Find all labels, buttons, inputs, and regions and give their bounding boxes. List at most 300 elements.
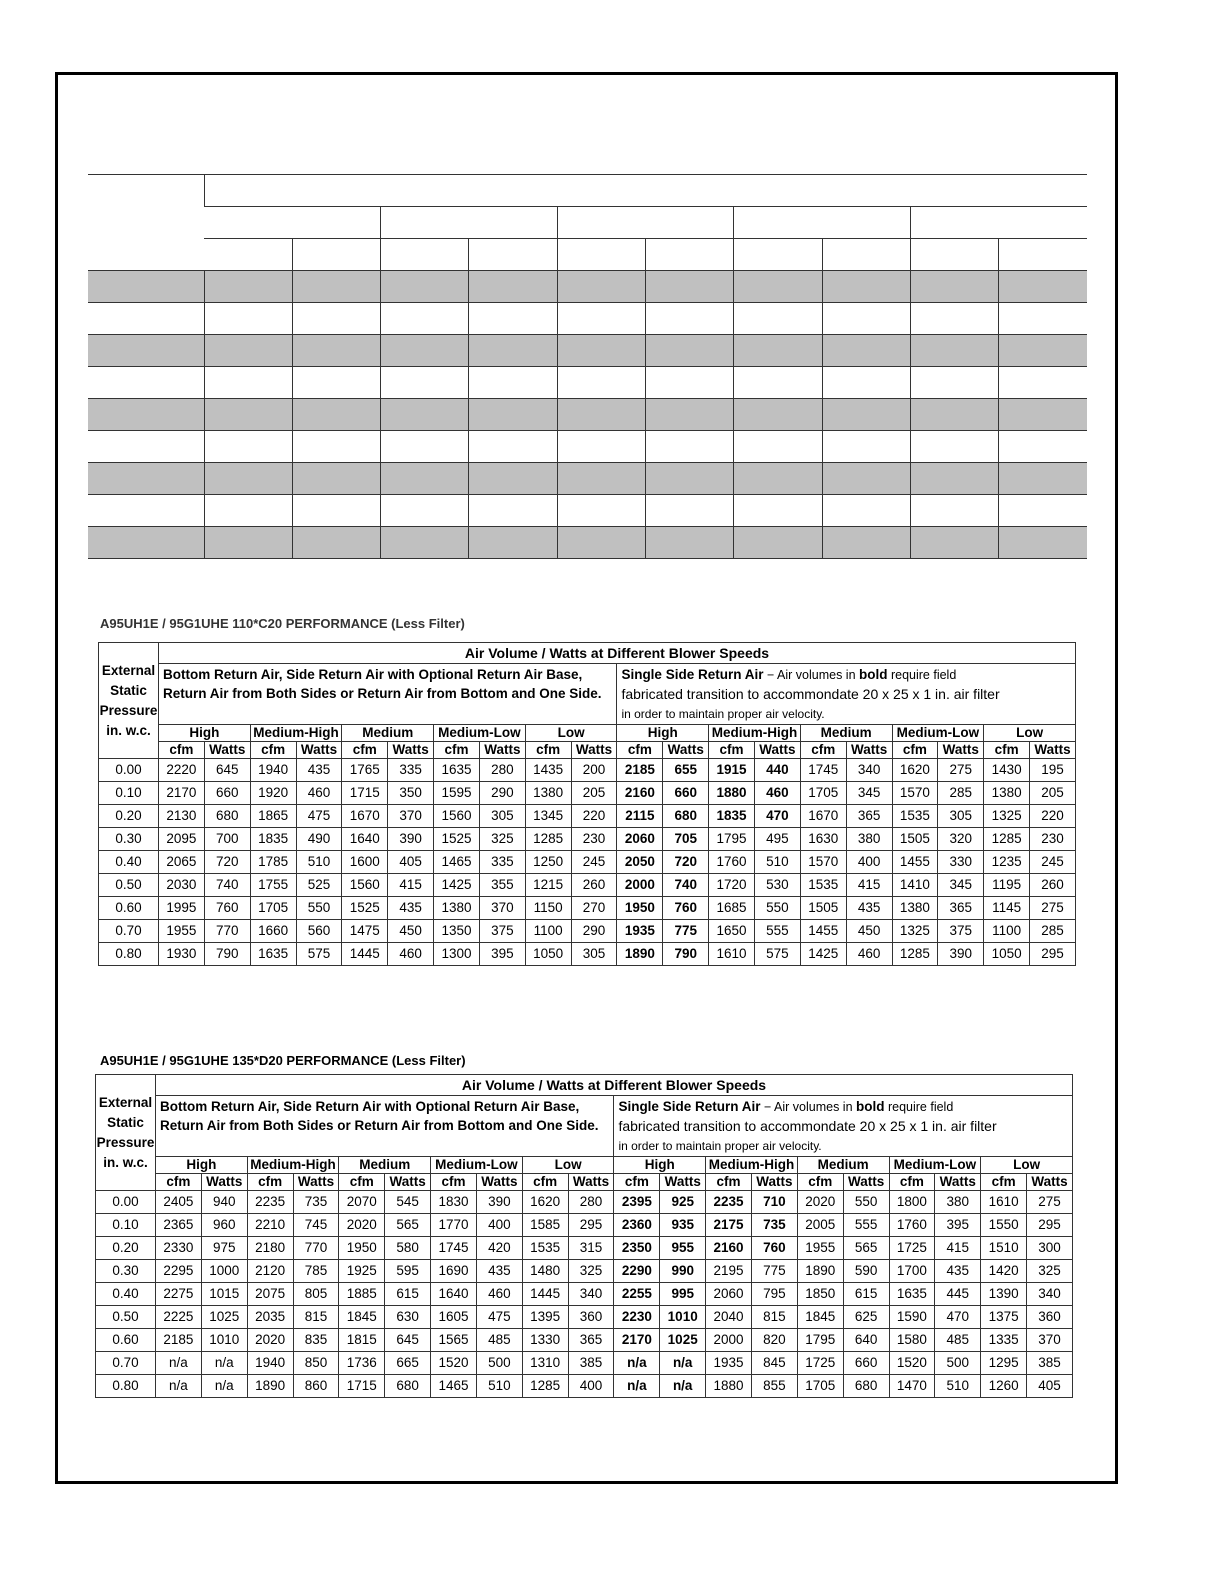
table-cell: 660 <box>204 782 250 805</box>
unit-header-watts: Watts <box>751 1174 797 1191</box>
unit-header-cfm: cfm <box>434 742 480 759</box>
table-cell: 510 <box>935 1375 981 1398</box>
unit-header-watts: Watts <box>388 742 434 759</box>
table-cell: 460 <box>754 782 800 805</box>
table-cell: 325 <box>568 1260 614 1283</box>
table-cell: 760 <box>204 897 250 920</box>
table-cell: 0.00 <box>96 1191 156 1214</box>
speed-header: Medium <box>342 725 434 742</box>
table-cell: 320 <box>938 828 984 851</box>
table-cell: 275 <box>938 759 984 782</box>
table-cell: 1535 <box>800 874 846 897</box>
table-cell: 355 <box>479 874 525 897</box>
table-cell: 925 <box>660 1191 706 1214</box>
table-row <box>96 1260 1073 1283</box>
table-cell: 365 <box>938 897 984 920</box>
table-cell: 2255 <box>614 1283 660 1306</box>
table-cell: 0.20 <box>96 1237 156 1260</box>
table-cell: 435 <box>476 1260 522 1283</box>
table-cell: 360 <box>568 1306 614 1329</box>
table-cell: 390 <box>938 943 984 966</box>
table-cell: 0.00 <box>99 759 159 782</box>
table-cell: 1940 <box>247 1352 293 1375</box>
unit-header-watts: Watts <box>938 742 984 759</box>
table-cell: 1435 <box>525 759 571 782</box>
unit-header-watts: Watts <box>479 742 525 759</box>
table-cell: 1395 <box>522 1306 568 1329</box>
table-cell: 0.40 <box>96 1283 156 1306</box>
table-cell: 2020 <box>247 1329 293 1352</box>
table-cell: 1850 <box>797 1283 843 1306</box>
table-cell: 645 <box>385 1329 431 1352</box>
table-row <box>99 874 1076 897</box>
table-cell: 1455 <box>892 851 938 874</box>
unit-header-watts: Watts <box>476 1174 522 1191</box>
table-row <box>99 897 1076 920</box>
table-cell: 340 <box>846 759 892 782</box>
table-cell: 375 <box>479 920 525 943</box>
speed-header: Medium <box>797 1157 889 1174</box>
table-cell: 0.30 <box>99 828 159 851</box>
table-cell: 1955 <box>797 1237 843 1260</box>
table-cell: 370 <box>479 897 525 920</box>
table-cell: 365 <box>568 1329 614 1352</box>
table-cell: 315 <box>568 1237 614 1260</box>
table-cell: 2040 <box>706 1306 752 1329</box>
table-cell: 1700 <box>889 1260 935 1283</box>
table-cell: 450 <box>846 920 892 943</box>
table-row <box>96 1191 1073 1214</box>
table-cell: 2050 <box>617 851 663 874</box>
table-row <box>96 1352 1073 1375</box>
table-cell: 700 <box>204 828 250 851</box>
table-cell: 630 <box>385 1306 431 1329</box>
table-cell: n/a <box>660 1352 706 1375</box>
table-cell: 1100 <box>525 920 571 943</box>
table-cell: 220 <box>1030 805 1076 828</box>
table-cell: 1725 <box>797 1352 843 1375</box>
speed-header: Medium-Low <box>431 1157 523 1174</box>
table-cell: 340 <box>568 1283 614 1306</box>
table-cell: 1325 <box>984 805 1030 828</box>
table-cell: 940 <box>201 1191 247 1214</box>
table-cell: 1015 <box>201 1283 247 1306</box>
table-cell: 485 <box>935 1329 981 1352</box>
table-cell: 1795 <box>797 1329 843 1352</box>
table-cell: 550 <box>296 897 342 920</box>
unit-header-watts: Watts <box>843 1174 889 1191</box>
table-row <box>99 805 1076 828</box>
table-cell: 545 <box>385 1191 431 1214</box>
table-row <box>96 1306 1073 1329</box>
right-description: Single Side Return Air − Air volumes in bold require field fabricated transition to accommondate 20 x 25 x 1 in. air filter in order to maintain proper air velocity. <box>617 664 1076 725</box>
table-row <box>99 920 1076 943</box>
table-cell: 2350 <box>614 1237 660 1260</box>
table-cell: 0.30 <box>96 1260 156 1283</box>
table-cell: 2170 <box>159 782 205 805</box>
table-cell: 230 <box>571 828 617 851</box>
table-cell: 785 <box>293 1260 339 1283</box>
table-row <box>96 1375 1073 1398</box>
speed-header: Medium-High <box>247 1157 339 1174</box>
table-cell: 820 <box>751 1329 797 1352</box>
unit-header-cfm: cfm <box>431 1174 477 1191</box>
table-cell: 1635 <box>889 1283 935 1306</box>
table-cell: 1915 <box>709 759 755 782</box>
table-cell: 1250 <box>525 851 571 874</box>
table-cell: 305 <box>938 805 984 828</box>
table-cell: 2020 <box>797 1191 843 1214</box>
table-cell: 2115 <box>617 805 663 828</box>
performance-table-1 <box>98 642 1076 966</box>
table-cell: 680 <box>204 805 250 828</box>
table-cell: 1795 <box>709 828 755 851</box>
table-cell: 460 <box>846 943 892 966</box>
table-cell: 1380 <box>892 897 938 920</box>
table-cell: 530 <box>754 874 800 897</box>
table-cell: 435 <box>296 759 342 782</box>
table-cell: 1295 <box>981 1352 1027 1375</box>
table-cell: 1885 <box>339 1283 385 1306</box>
table-cell: 1470 <box>889 1375 935 1398</box>
table-cell: 360 <box>1027 1306 1073 1329</box>
table-cell: 2235 <box>706 1191 752 1214</box>
table-cell: 1640 <box>342 828 388 851</box>
table-cell: 0.80 <box>96 1375 156 1398</box>
table-cell: 655 <box>663 759 709 782</box>
table-cell: 1685 <box>709 897 755 920</box>
table-cell: 1595 <box>434 782 480 805</box>
table-cell: 1480 <box>522 1260 568 1283</box>
table-cell: 1995 <box>159 897 205 920</box>
table-cell: 860 <box>293 1375 339 1398</box>
table-row <box>99 828 1076 851</box>
table-cell: 1785 <box>250 851 296 874</box>
table-cell: 1525 <box>342 897 388 920</box>
table-cell: 2000 <box>617 874 663 897</box>
table-cell: 400 <box>568 1375 614 1398</box>
table-cell: 475 <box>296 805 342 828</box>
table-cell: 955 <box>660 1237 706 1260</box>
speed-header: Medium-High <box>706 1157 798 1174</box>
unit-header-cfm: cfm <box>706 1174 752 1191</box>
table-cell: 1550 <box>981 1214 1027 1237</box>
table-cell: 1880 <box>709 782 755 805</box>
table-cell: 2180 <box>247 1237 293 1260</box>
table-cell: 2225 <box>156 1306 202 1329</box>
esp-header: External Static Pressure in. w.c. <box>96 1075 156 1191</box>
table-cell: 475 <box>476 1306 522 1329</box>
table-cell: 1890 <box>617 943 663 966</box>
table-cell: 1865 <box>250 805 296 828</box>
table-cell: 2210 <box>247 1214 293 1237</box>
table-cell: 1640 <box>431 1283 477 1306</box>
table-cell: 1830 <box>431 1191 477 1214</box>
table-cell: 1600 <box>342 851 388 874</box>
table-cell: 1535 <box>522 1237 568 1260</box>
table-cell: 1705 <box>250 897 296 920</box>
table-cell: n/a <box>156 1375 202 1398</box>
table-cell: 295 <box>1030 943 1076 966</box>
table-cell: 445 <box>935 1283 981 1306</box>
table-cell: 365 <box>846 805 892 828</box>
table-cell: 245 <box>571 851 617 874</box>
table-cell: 565 <box>843 1237 889 1260</box>
table-cell: 960 <box>201 1214 247 1237</box>
table-cell: 2295 <box>156 1260 202 1283</box>
table-cell: 205 <box>1030 782 1076 805</box>
table-cell: 2095 <box>159 828 205 851</box>
speed-header: Medium-High <box>709 725 801 742</box>
table-cell: 1950 <box>339 1237 385 1260</box>
table-row <box>99 851 1076 874</box>
table-cell: 740 <box>663 874 709 897</box>
table-cell: 370 <box>1027 1329 1073 1352</box>
table-cell: 575 <box>754 943 800 966</box>
unit-header-cfm: cfm <box>614 1174 660 1191</box>
table-cell: 2130 <box>159 805 205 828</box>
table-row <box>96 1283 1073 1306</box>
unit-header-watts: Watts <box>296 742 342 759</box>
speed-header: Low <box>525 725 617 742</box>
table-cell: 2230 <box>614 1306 660 1329</box>
table-cell: 1465 <box>431 1375 477 1398</box>
unit-header-watts: Watts <box>663 742 709 759</box>
table-cell: 0.50 <box>99 874 159 897</box>
table-cell: 1310 <box>522 1352 568 1375</box>
table-cell: 575 <box>296 943 342 966</box>
table-cell: 2185 <box>617 759 663 782</box>
table-cell: 395 <box>935 1214 981 1237</box>
table-cell: 1765 <box>342 759 388 782</box>
table-cell: 460 <box>476 1283 522 1306</box>
table-cell: 470 <box>935 1306 981 1329</box>
table-cell: 220 <box>571 805 617 828</box>
table-cell: 490 <box>296 828 342 851</box>
table-cell: 720 <box>663 851 709 874</box>
table-cell: 1350 <box>434 920 480 943</box>
table-cell: 395 <box>479 943 525 966</box>
table-row <box>96 1237 1073 1260</box>
table-cell: 1425 <box>434 874 480 897</box>
table-cell: 2000 <box>706 1329 752 1352</box>
table-cell: 0.60 <box>99 897 159 920</box>
table-cell: 1715 <box>342 782 388 805</box>
table-cell: 0.10 <box>99 782 159 805</box>
table-cell: 2195 <box>706 1260 752 1283</box>
table-cell: 775 <box>663 920 709 943</box>
table-cell: 1725 <box>889 1237 935 1260</box>
table-cell: 450 <box>388 920 434 943</box>
table-cell: 995 <box>660 1283 706 1306</box>
table-cell: n/a <box>201 1352 247 1375</box>
table-cell: 2035 <box>247 1306 293 1329</box>
unit-header-watts: Watts <box>293 1174 339 1191</box>
table-cell: 1570 <box>892 782 938 805</box>
table-cell: 1505 <box>892 828 938 851</box>
table-cell: 790 <box>663 943 709 966</box>
table-cell: 1845 <box>797 1306 843 1329</box>
table-cell: 1465 <box>434 851 480 874</box>
table-cell: 1000 <box>201 1260 247 1283</box>
table-cell: 335 <box>388 759 434 782</box>
table-cell: 285 <box>938 782 984 805</box>
table-cell: 805 <box>293 1283 339 1306</box>
unit-header-watts: Watts <box>1030 742 1076 759</box>
table-cell: 1585 <box>522 1214 568 1237</box>
unit-header-cfm: cfm <box>981 1174 1027 1191</box>
unit-header-watts: Watts <box>935 1174 981 1191</box>
table-cell: 1720 <box>709 874 755 897</box>
table-cell: 590 <box>843 1260 889 1283</box>
table-cell: 1635 <box>434 759 480 782</box>
table-cell: 275 <box>1027 1191 1073 1214</box>
table-cell: 340 <box>1027 1283 1073 1306</box>
table-cell: 335 <box>479 851 525 874</box>
table-cell: 1380 <box>525 782 571 805</box>
table-cell: 770 <box>204 920 250 943</box>
table-cell: 1520 <box>431 1352 477 1375</box>
table-cell: 1150 <box>525 897 571 920</box>
table-cell: 855 <box>751 1375 797 1398</box>
table-cell: 1375 <box>981 1306 1027 1329</box>
table-cell: 1935 <box>706 1352 752 1375</box>
table-cell: 845 <box>751 1352 797 1375</box>
table-cell: 285 <box>1030 920 1076 943</box>
speed-header: High <box>614 1157 706 1174</box>
esp-header: External Static Pressure in. w.c. <box>99 643 159 759</box>
table-cell: 2060 <box>617 828 663 851</box>
table-cell: 760 <box>663 897 709 920</box>
table-cell: 1285 <box>522 1375 568 1398</box>
table-cell: 1520 <box>889 1352 935 1375</box>
table-cell: 2030 <box>159 874 205 897</box>
speed-header: Low <box>522 1157 614 1174</box>
table-cell: 935 <box>660 1214 706 1237</box>
table-cell: 770 <box>293 1237 339 1260</box>
table-cell: 405 <box>1027 1375 1073 1398</box>
table-row <box>96 1214 1073 1237</box>
table-cell: 595 <box>385 1260 431 1283</box>
table-cell: 735 <box>293 1191 339 1214</box>
table-cell: 2290 <box>614 1260 660 1283</box>
table-cell: 0.70 <box>99 920 159 943</box>
table-cell: 2330 <box>156 1237 202 1260</box>
table-cell: 300 <box>1027 1237 1073 1260</box>
table-banner: Air Volume / Watts at Different Blower Speeds <box>159 643 1076 664</box>
table-cell: 500 <box>935 1352 981 1375</box>
table-cell: n/a <box>660 1375 706 1398</box>
table-cell: 1510 <box>981 1237 1027 1260</box>
unit-header-watts: Watts <box>846 742 892 759</box>
table-cell: 680 <box>663 805 709 828</box>
table-banner: Air Volume / Watts at Different Blower Speeds <box>156 1075 1073 1096</box>
table-cell: 1760 <box>889 1214 935 1237</box>
table-cell: 390 <box>388 828 434 851</box>
table-cell: 460 <box>388 943 434 966</box>
table-cell: 2065 <box>159 851 205 874</box>
table-cell: 1940 <box>250 759 296 782</box>
table-cell: 1025 <box>201 1306 247 1329</box>
table-cell: 1010 <box>660 1306 706 1329</box>
table-cell: 510 <box>754 851 800 874</box>
table-cell: 1100 <box>984 920 1030 943</box>
table-cell: 345 <box>846 782 892 805</box>
table-cell: 415 <box>846 874 892 897</box>
table-cell: 1845 <box>339 1306 385 1329</box>
table-cell: 1620 <box>522 1191 568 1214</box>
table-cell: 1325 <box>892 920 938 943</box>
unit-header-watts: Watts <box>754 742 800 759</box>
table-cell: 2005 <box>797 1214 843 1237</box>
table-cell: 615 <box>385 1283 431 1306</box>
table-cell: 680 <box>385 1375 431 1398</box>
table-cell: 345 <box>938 874 984 897</box>
table-cell: 1736 <box>339 1352 385 1375</box>
table-cell: 2275 <box>156 1283 202 1306</box>
unit-header-cfm: cfm <box>247 1174 293 1191</box>
table-cell: 1590 <box>889 1306 935 1329</box>
unit-header-watts: Watts <box>204 742 250 759</box>
table-cell: 1535 <box>892 805 938 828</box>
table-cell: 245 <box>1030 851 1076 874</box>
table-cell: 435 <box>388 897 434 920</box>
unit-header-cfm: cfm <box>250 742 296 759</box>
table-cell: 2120 <box>247 1260 293 1283</box>
table-cell: 1715 <box>339 1375 385 1398</box>
table-cell: 2395 <box>614 1191 660 1214</box>
table-cell: 1565 <box>431 1329 477 1352</box>
speed-header: High <box>156 1157 248 1174</box>
table-cell: 1935 <box>617 920 663 943</box>
table-cell: 815 <box>293 1306 339 1329</box>
table-cell: 720 <box>204 851 250 874</box>
table-cell: 1760 <box>709 851 755 874</box>
table-cell: 330 <box>938 851 984 874</box>
table-cell: 705 <box>663 828 709 851</box>
table-cell: 280 <box>568 1191 614 1214</box>
table-cell: 1455 <box>800 920 846 943</box>
unit-header-cfm: cfm <box>342 742 388 759</box>
table-cell: 1670 <box>342 805 388 828</box>
table-cell: 2160 <box>617 782 663 805</box>
unit-header-watts: Watts <box>571 742 617 759</box>
table-cell: 0.50 <box>96 1306 156 1329</box>
speed-header: Low <box>984 725 1076 742</box>
unit-header-cfm: cfm <box>522 1174 568 1191</box>
table-cell: 645 <box>204 759 250 782</box>
table-cell: 710 <box>751 1191 797 1214</box>
table-cell: 385 <box>1027 1352 1073 1375</box>
table-row <box>99 759 1076 782</box>
left-description: Bottom Return Air, Side Return Air with Optional Return Air Base, Return Air from Both Sides or Return Air from Bottom and One Side. <box>156 1096 614 1157</box>
table-cell: 740 <box>204 874 250 897</box>
table-cell: 580 <box>385 1237 431 1260</box>
table-cell: 1630 <box>800 828 846 851</box>
table-cell: 1025 <box>660 1329 706 1352</box>
table-cell: 660 <box>843 1352 889 1375</box>
table-cell: 1430 <box>984 759 1030 782</box>
table-cell: 1380 <box>984 782 1030 805</box>
unit-header-cfm: cfm <box>156 1174 202 1191</box>
table-cell: 665 <box>385 1352 431 1375</box>
table-cell: 510 <box>296 851 342 874</box>
table-cell: 2075 <box>247 1283 293 1306</box>
table-cell: 485 <box>476 1329 522 1352</box>
table-cell: 0.40 <box>99 851 159 874</box>
table-cell: 2160 <box>706 1237 752 1260</box>
table-cell: 1475 <box>342 920 388 943</box>
